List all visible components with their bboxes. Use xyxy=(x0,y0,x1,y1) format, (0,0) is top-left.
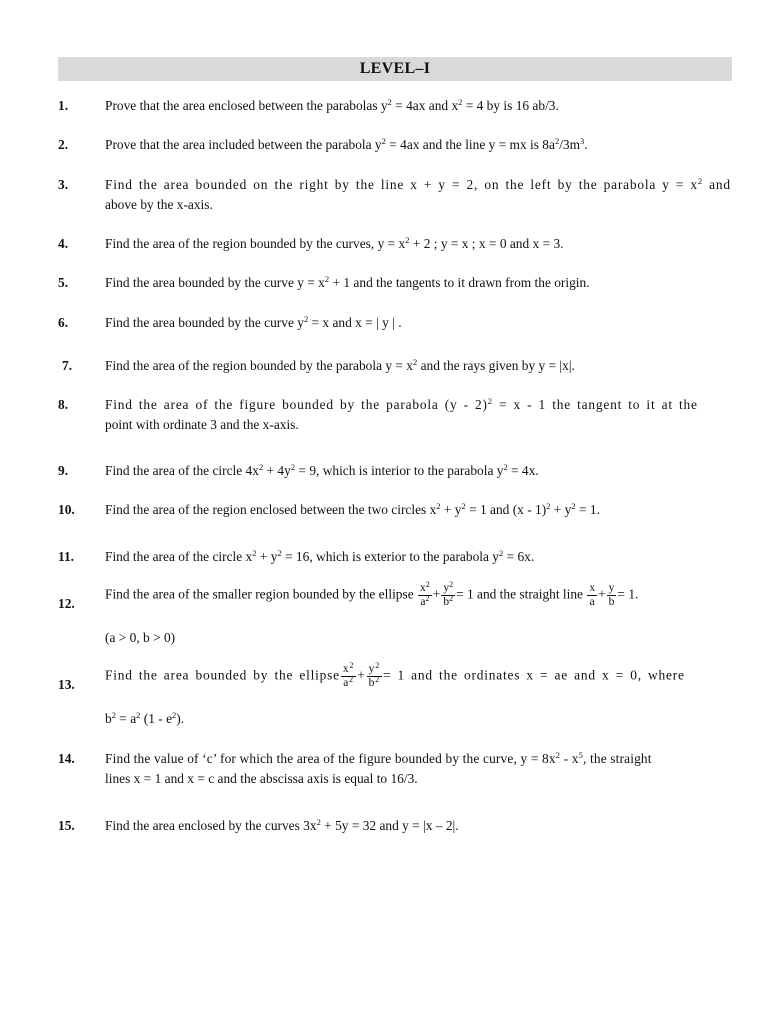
question-number: 1. xyxy=(58,98,69,113)
question-text: Find the area of the circle $4x^2 + 4y^2 = 9$, which is interior to the parabola $y^2 = 4x$. xyxy=(105,462,539,478)
question-text: Find the area bounded by the curve $y^2 = x$ and x = | y | . xyxy=(105,314,402,330)
question-number: 11. xyxy=(58,549,74,564)
question-text: Find the area of the figure bounded by the parabola (y - 2)$^2$ = x - 1 the tangent to it at the point with ordinate 3 and the x-axis. xyxy=(105,396,698,432)
question-number: 4. xyxy=(58,236,69,251)
question-number: 9. xyxy=(58,463,69,478)
fraction-x2-a2: $\frac{x^2}{a^2}$ xyxy=(342,661,355,689)
fraction-x-a: $\frac{x}{a}$ xyxy=(589,582,596,608)
question-text: Find the area bounded by the ellipse $\frac{x^2}{a^2}$ + $\frac{y^2}{b^2}$ = 1 and the ordinates x = ae and x = 0, where $b^2 = a^2$ $(1 - e^2)$. xyxy=(105,661,685,726)
question-text: Find the area bounded on the right by the line x + y = 2, on the left by the parabola $y = x^2$ and above by the x-axis. xyxy=(105,176,731,212)
question-number: 3. xyxy=(58,177,69,192)
fraction-y-b: $\frac{y}{b}$ xyxy=(608,582,615,608)
fraction-y2-b2: $\frac{y^2}{b^2}$ xyxy=(368,661,381,689)
question-number: 8. xyxy=(58,397,69,412)
fraction-y2-b2: $\frac{y^2}{b^2}$ xyxy=(443,580,454,608)
question-text: Find the area of the smaller region bounded by the ellipse $\frac{x^2}{a^2}$ + $\frac{y^2}{b^2}$ = 1 and the straight line $\frac{x}{a}$ + $\frac{y}{b}$ = 1. (a > 0, b > 0) xyxy=(105,580,639,645)
question-number: 10. xyxy=(58,502,75,517)
question-text: Find the value of ‘c’ for which the area of the figure bounded by the curve, $y = 8x^2 - x^5$, the straight lines x = 1 and x = c and the abscissa axis is equal to 16/3. xyxy=(105,750,652,786)
question-number: 5. xyxy=(58,275,69,290)
question-number: 14. xyxy=(58,751,75,766)
question-number: 13. xyxy=(58,677,75,692)
question-text: Find the area of the circle $x^2 + y^2 = 16$, which is exterior to the parabola $y^2 = 6x$. xyxy=(105,548,535,564)
level-heading: LEVEL–I xyxy=(58,57,732,81)
question-number: 12. xyxy=(58,596,75,611)
question-text: Prove that the area enclosed between the parabolas $y^2 = 4ax$ and $x^2 = 4$ by is 16 ab/3. xyxy=(105,97,559,113)
question-text: Find the area of the region enclosed between the two circles $x^2 + y^2 = 1$ and $(x - 1)^2 + y^2 = 1$. xyxy=(105,501,600,517)
question-number: 6. xyxy=(58,315,69,330)
question-text: Find the area of the region bounded by the parabola $y = x^2$ and the rays given by y = |x|. xyxy=(105,357,575,373)
question-number: 7. xyxy=(62,358,73,373)
question-number: 15. xyxy=(58,818,75,833)
question-text: Prove that the area included between the parabola $y^2 = 4ax$ and the line y = mx is $8a^2/3m^3$. xyxy=(105,136,588,152)
question-number: 2. xyxy=(58,137,69,152)
question-text: Find the area enclosed by the curves $3x^2 + 5y = 32$ and y = |x – 2|. xyxy=(105,817,459,833)
question-text: Find the area of the region bounded by the curves, $y = x^2 + 2$ ; y = x ; x = 0 and x = 3. xyxy=(105,235,564,251)
question-text: Find the area bounded by the curve $y = x^2 + 1$ and the tangents to it drawn from the origin. xyxy=(105,274,590,290)
fraction-x2-a2: $\frac{x^2}{a^2}$ xyxy=(420,580,430,608)
